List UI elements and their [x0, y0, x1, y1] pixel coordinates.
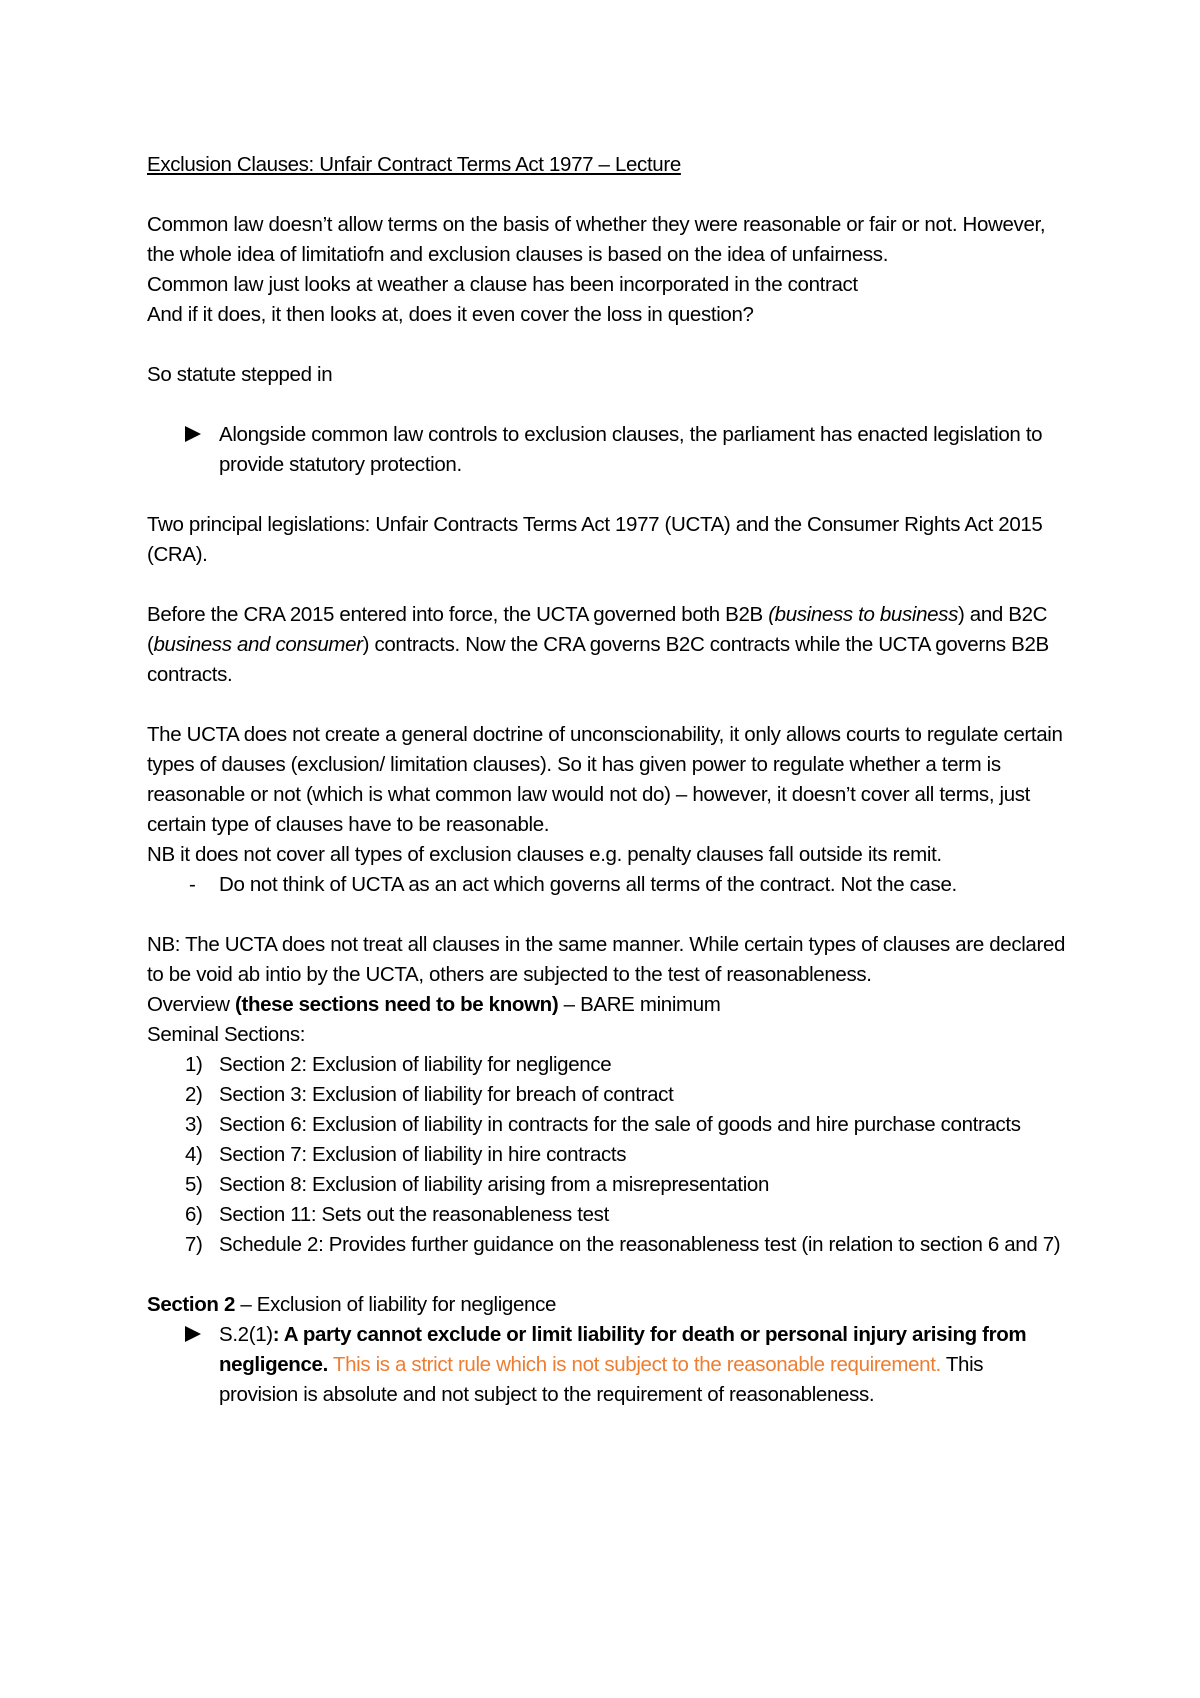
- list-text: Section 6: Exclusion of liability in contracts for the sale of goods and hire purchase contracts: [219, 1113, 1021, 1136]
- list-number: 5): [185, 1173, 203, 1196]
- list-item: [147, 1050, 1067, 1080]
- list-item: [147, 1140, 1067, 1170]
- overview-prefix: Overview: [147, 993, 235, 1016]
- s21-label: S.2(1): [219, 1323, 273, 1346]
- list-item: [147, 1170, 1067, 1200]
- s21-orange-note: This is a strict rule which is not subject to the reasonable requirement.: [327, 1353, 941, 1376]
- before-cra-italic2: business and consumer: [153, 633, 363, 656]
- list-item: [147, 1110, 1067, 1140]
- intro-line-2: Common law just looks at weather a clause has been incorporated in the contract: [147, 273, 858, 296]
- seminal-sections-label: Seminal Sections:: [147, 1023, 306, 1046]
- list-text: Section 8: Exclusion of liability arising from a misrepresentation: [219, 1173, 770, 1196]
- dash-item: [147, 870, 1067, 900]
- triangle-bullet-icon: [185, 1320, 209, 1350]
- section2-heading-rest: – Exclusion of liability for negligence: [235, 1293, 557, 1316]
- list-number: 1): [185, 1053, 203, 1076]
- list-number: 4): [185, 1143, 203, 1166]
- statute-line: So statute stepped in: [147, 363, 333, 386]
- list-text: Section 11: Sets out the reasonableness test: [219, 1203, 609, 1226]
- list-item: [147, 1230, 1067, 1260]
- before-cra-italic1: (business to business: [768, 603, 958, 626]
- list-number: 6): [185, 1203, 203, 1226]
- list-item: [147, 1200, 1067, 1230]
- bullet-item: [147, 420, 1067, 480]
- dash-marker: -: [189, 873, 196, 896]
- s21-text: [219, 1323, 1026, 1406]
- nb-treatment-paragraph: NB: The UCTA does not treat all clauses in the same manner. While certain types of clauses are declared to be void ab intio by the UCTA, others are subjected to the test of reasonableness.: [147, 933, 1066, 986]
- list-item: [147, 1080, 1067, 1110]
- list-text: Schedule 2: Provides further guidance on the reasonableness test (in relation to section 6 and 7): [219, 1233, 1061, 1256]
- overview-suffix: – BARE minimum: [558, 993, 721, 1016]
- dash-text: Do not think of UCTA as an act which governs all terms of the contract. Not the case.: [219, 873, 957, 896]
- list-number: 3): [185, 1113, 203, 1136]
- ucta-paragraph: The UCTA does not create a general doctrine of unconscionability, it only allows courts to regulate certain types of dauses (exclusion/ limitation clauses). So it has given power to regulate whether a term is reasonable or not (which is what common law would not do) – however, it doesn’t cover all terms, just certain type of clauses have to be reasonable.: [147, 723, 1063, 836]
- document-title: Exclusion Clauses: Unfair Contract Terms Act 1977 – Lecture: [147, 153, 681, 176]
- overview-line: [147, 990, 1067, 1020]
- list-text: Section 3: Exclusion of liability for breach of contract: [219, 1083, 674, 1106]
- section2-heading-bold: Section 2: [147, 1293, 235, 1316]
- before-cra-part2: ) and B2C (: [147, 603, 1048, 656]
- nb-remit-line: NB it does not cover all types of exclusion clauses e.g. penalty clauses fall outside its remit.: [147, 843, 942, 866]
- document-body: [147, 150, 1067, 1410]
- list-text: Section 2: Exclusion of liability for negligence: [219, 1053, 612, 1076]
- triangle-bullet-icon: [185, 420, 209, 450]
- overview-bold: (these sections need to be known): [234, 993, 559, 1016]
- before-cra-part3: ) contracts. Now the CRA governs B2C contracts while the UCTA governs B2B contracts.: [147, 633, 1049, 686]
- bullet-text: Alongside common law controls to exclusion clauses, the parliament has enacted legislation to provide statutory protection.: [219, 423, 1043, 476]
- s21-bold: : A party cannot exclude or limit liability for death or personal injury arising from negligence.: [219, 1323, 1027, 1376]
- intro-line-3: And if it does, it then looks at, does it even cover the loss in question?: [147, 303, 754, 326]
- list-number: 2): [185, 1083, 203, 1106]
- bullet-item: [147, 1320, 1067, 1410]
- sections-list: [147, 1050, 1067, 1260]
- before-cra-paragraph: [147, 600, 1067, 690]
- s21-rest: This provision is absolute and not subject to the requirement of reasonableness.: [219, 1353, 984, 1406]
- section2-heading: [147, 1290, 1067, 1320]
- list-text: Section 7: Exclusion of liability in hire contracts: [219, 1143, 627, 1166]
- list-number: 7): [185, 1233, 203, 1256]
- intro-paragraph: Common law doesn’t allow terms on the basis of whether they were reasonable or fair or not. However, the whole idea of limitatiofn and exclusion clauses is based on the idea of unfairness.: [147, 213, 1046, 266]
- before-cra-part1: Before the CRA 2015 entered into force, the UCTA governed both B2B: [147, 603, 769, 626]
- principal-legislations-paragraph: Two principal legislations: Unfair Contracts Terms Act 1977 (UCTA) and the Consumer Rights Act 2015 (CRA).: [147, 513, 1043, 566]
